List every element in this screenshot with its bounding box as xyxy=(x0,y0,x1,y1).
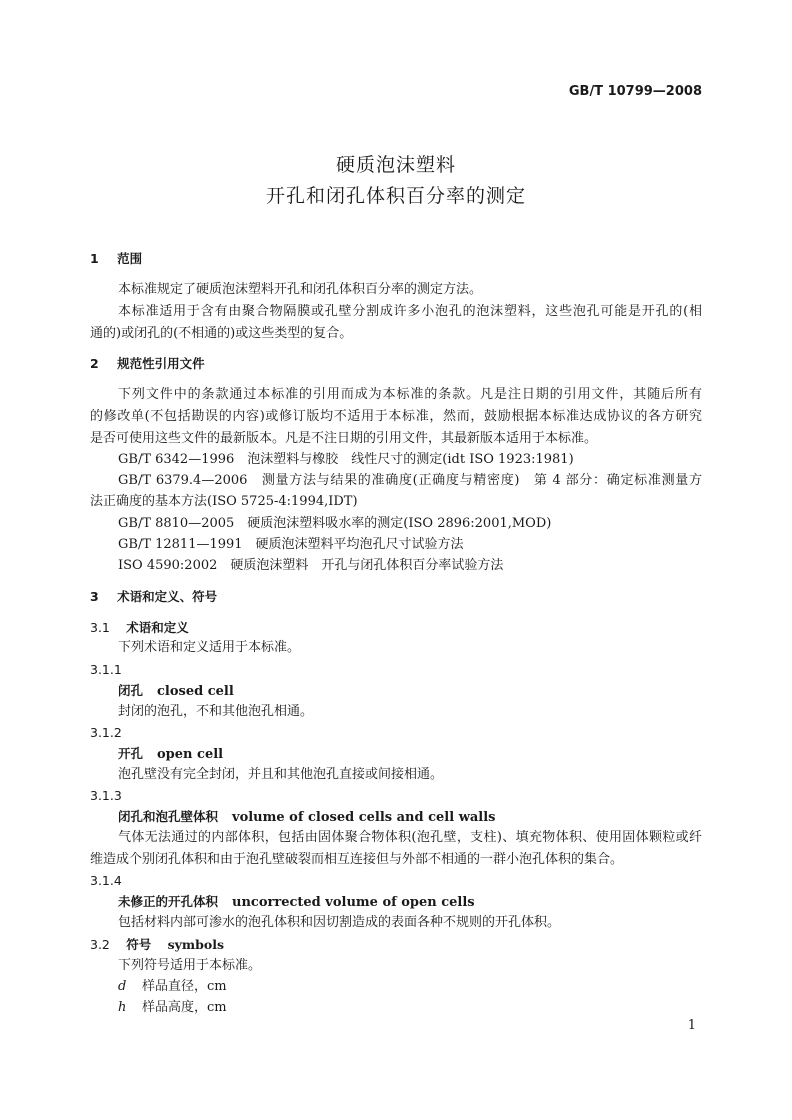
term-definition: 封闭的泡孔，不和其他泡孔相通。 xyxy=(118,704,314,719)
symbol-row xyxy=(118,999,227,1017)
term-cn: 开孔 xyxy=(118,746,144,761)
term-number: 3.1.3 xyxy=(90,788,122,803)
term-uncorrected-open-volume xyxy=(118,893,475,912)
section-number: 3 xyxy=(90,589,99,604)
section-number: 1 xyxy=(90,251,99,266)
term-definition: 包括材料内部可渗水的泡孔体积和因切割造成的表面各种不规则的开孔体积。 xyxy=(118,915,561,930)
term-definition: 维造成个别闭孔体积和由于泡孔壁破裂而相互连接但与外部不相通的一群小泡孔体积的集合。 xyxy=(90,852,624,867)
paragraph: 下列文件中的条款通过本标准的引用而成为本标准的条款。凡是注日期的引用文件，其随后所有 xyxy=(118,387,702,402)
reference-item: 法正确度的基本方法(ISO 5725-4:1994,IDT) xyxy=(90,494,358,509)
paragraph: 下列术语和定义适用于本标准。 xyxy=(118,640,301,655)
document-title-line1: 硬质泡沫塑料 xyxy=(335,154,456,176)
reference-item: ISO 4590:2002 硬质泡沫塑料 开孔与闭孔体积百分率试验方法 xyxy=(118,558,504,573)
symbol: h xyxy=(118,1000,127,1015)
term-en: uncorrected volume of open cells xyxy=(232,895,475,910)
term-number: 3.1.4 xyxy=(90,873,122,888)
page-number: 1 xyxy=(687,1018,696,1033)
term-en: open cell xyxy=(157,747,224,762)
term-closed-cell xyxy=(118,682,234,701)
reference-item: GB/T 6379.4—2006 测量方法与结果的准确度(正确度与精密度) 第 4 部分：确定标准测量方 xyxy=(118,473,702,488)
reference-item: GB/T 8810—2005 硬质泡沫塑料吸水率的测定(ISO 2896:2001,MOD) xyxy=(118,516,552,531)
subsection-number: 3.1 xyxy=(90,620,110,635)
paragraph: 本标准适用于含有由聚合物隔膜或孔壁分割成许多小泡孔的泡沫塑料，这些泡孔可能是开孔的(相 xyxy=(118,304,702,319)
subsection-number: 3.2 xyxy=(90,937,110,952)
subsection-3-2-heading xyxy=(90,936,224,954)
subsection-title-en: symbols xyxy=(167,937,225,952)
symbol-description: 样品直径，cm xyxy=(142,979,227,994)
term-definition: 气体无法通过的内部体积，包括由固体聚合物体积(泡孔壁，支柱)、填充物体积、使用固体颗粒或纤 xyxy=(118,830,702,845)
section-2-heading xyxy=(90,355,205,373)
symbol-row xyxy=(118,978,227,996)
paragraph: 下列符号适用于本标准。 xyxy=(118,958,262,973)
subsection-3-1-heading xyxy=(90,619,189,637)
section-number: 2 xyxy=(90,356,99,371)
term-cn: 未修正的开孔体积 xyxy=(118,894,219,909)
paragraph: 通的)或闭孔的(不相通的)或这些类型的复合。 xyxy=(90,326,353,341)
section-title: 规范性引用文件 xyxy=(117,356,205,371)
term-en: volume of closed cells and cell walls xyxy=(232,810,496,825)
section-1-heading xyxy=(90,250,142,268)
subsection-title: 术语和定义 xyxy=(126,620,189,635)
section-3-heading xyxy=(90,588,217,606)
term-closed-cell-volume xyxy=(118,808,496,827)
paragraph: 是否可使用这些文件的最新版本。凡是不注日期的引用文件，其最新版本适用于本标准。 xyxy=(90,431,598,446)
section-title: 范围 xyxy=(117,251,143,266)
term-en: closed cell xyxy=(157,684,234,699)
term-cn: 闭孔 xyxy=(118,683,144,698)
term-cn: 闭孔和泡孔壁体积 xyxy=(118,809,219,824)
standard-code: GB/T 10799—2008 xyxy=(568,84,702,99)
subsection-title: 符号 xyxy=(126,937,152,952)
reference-item: GB/T 12811—1991 硬质泡沫塑料平均泡孔尺寸试验方法 xyxy=(118,537,464,552)
symbol: d xyxy=(118,979,127,994)
term-definition: 泡孔壁没有完全封闭，并且和其他泡孔直接或间接相通。 xyxy=(118,767,444,782)
term-number: 3.1.2 xyxy=(90,725,122,740)
paragraph: 本标准规定了硬质泡沫塑料开孔和闭孔体积百分率的测定方法。 xyxy=(118,282,483,297)
term-number: 3.1.1 xyxy=(90,662,122,677)
paragraph: 的修改单(不包括勘误的内容)或修订版均不适用于本标准，然而，鼓励根据本标准达成协议的各方研究 xyxy=(90,409,702,424)
section-title: 术语和定义、符号 xyxy=(117,589,218,604)
reference-item: GB/T 6342—1996 泡沫塑料与橡胶 线性尺寸的测定(idt ISO 1923:1981) xyxy=(118,452,574,467)
symbol-description: 样品高度，cm xyxy=(142,1000,227,1015)
document-title-line2: 开孔和闭孔体积百分率的测定 xyxy=(265,185,526,207)
term-open-cell xyxy=(118,745,223,764)
